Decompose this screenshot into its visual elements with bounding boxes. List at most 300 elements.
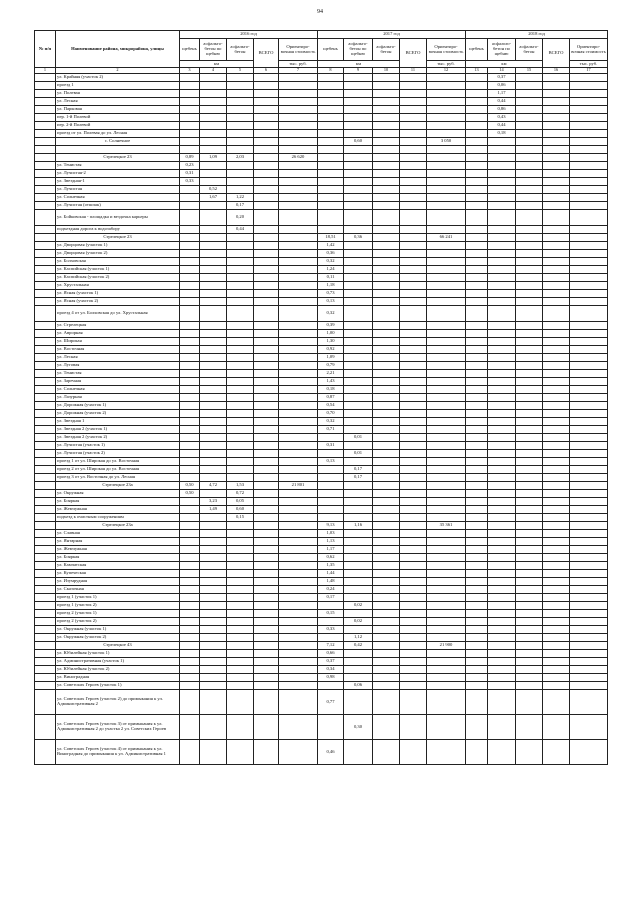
value-cell	[200, 146, 227, 154]
row-number-cell	[35, 618, 56, 626]
value-cell: 0,86	[488, 106, 516, 114]
value-cell	[516, 402, 543, 410]
value-cell	[180, 610, 200, 618]
value-cell	[570, 514, 608, 522]
value-cell	[400, 122, 427, 130]
value-cell	[200, 618, 227, 626]
value-cell	[318, 482, 344, 490]
value-cell	[570, 282, 608, 290]
value-cell	[279, 338, 318, 346]
row-number-cell	[35, 626, 56, 634]
value-cell	[466, 442, 488, 450]
value-cell	[200, 466, 227, 474]
street-name-cell: ул. Восточная	[56, 346, 180, 354]
value-cell	[279, 106, 318, 114]
value-cell	[200, 682, 227, 690]
value-cell	[516, 410, 543, 418]
value-cell	[427, 530, 466, 538]
value-cell	[344, 562, 373, 570]
value-cell: 0,44	[488, 98, 516, 106]
value-cell	[254, 666, 279, 674]
value-cell	[466, 250, 488, 258]
value-cell	[400, 562, 427, 570]
value-cell	[488, 402, 516, 410]
value-cell	[400, 482, 427, 490]
value-cell	[344, 514, 373, 522]
value-cell	[570, 106, 608, 114]
value-cell	[570, 658, 608, 666]
value-cell	[373, 666, 400, 674]
table-row	[35, 538, 608, 546]
value-cell	[427, 90, 466, 98]
table-row	[35, 106, 608, 114]
value-cell	[427, 290, 466, 298]
value-cell	[254, 410, 279, 418]
value-cell	[427, 434, 466, 442]
value-cell	[400, 178, 427, 186]
table-row	[35, 666, 608, 674]
value-cell	[254, 594, 279, 602]
value-cell	[488, 554, 516, 562]
table-row	[35, 202, 608, 210]
value-cell	[400, 418, 427, 426]
value-cell	[543, 514, 570, 522]
value-cell	[400, 618, 427, 626]
value-cell: 0,46	[318, 740, 344, 765]
value-cell	[254, 740, 279, 765]
header-sub: Ориентиро-вочная стоимость	[427, 39, 466, 61]
value-cell: 0,37	[488, 74, 516, 82]
value-cell	[466, 490, 488, 498]
value-cell	[227, 426, 254, 434]
value-cell	[427, 122, 466, 130]
value-cell	[427, 674, 466, 682]
value-cell	[516, 458, 543, 466]
page-number: 94	[317, 9, 323, 15]
row-number-cell	[35, 506, 56, 514]
value-cell	[488, 202, 516, 210]
value-cell	[344, 674, 373, 682]
value-cell	[427, 650, 466, 658]
value-cell	[427, 498, 466, 506]
value-cell	[373, 234, 400, 242]
value-cell	[373, 298, 400, 306]
value-cell	[400, 234, 427, 242]
table-row	[35, 210, 608, 226]
table-row	[35, 322, 608, 330]
value-cell	[488, 250, 516, 258]
value-cell: 0,18	[318, 386, 344, 394]
value-cell	[180, 434, 200, 442]
value-cell	[200, 378, 227, 386]
value-cell	[254, 210, 279, 226]
value-cell	[543, 106, 570, 114]
table-row	[35, 370, 608, 378]
value-cell	[427, 626, 466, 634]
value-cell	[227, 266, 254, 274]
value-cell	[400, 570, 427, 578]
value-cell	[373, 386, 400, 394]
value-cell	[427, 610, 466, 618]
value-cell	[318, 186, 344, 194]
street-name-cell: ул. Солнечная	[56, 386, 180, 394]
value-cell	[400, 306, 427, 322]
value-cell	[373, 74, 400, 82]
value-cell	[543, 210, 570, 226]
section-row	[35, 522, 608, 530]
value-cell	[427, 298, 466, 306]
value-cell	[466, 538, 488, 546]
value-cell	[318, 466, 344, 474]
row-number-cell	[35, 498, 56, 506]
value-cell	[570, 434, 608, 442]
value-cell	[254, 586, 279, 594]
value-cell	[227, 690, 254, 715]
row-number-cell	[35, 250, 56, 258]
value-cell	[180, 570, 200, 578]
value-cell	[227, 162, 254, 170]
value-cell	[488, 170, 516, 178]
value-cell	[344, 626, 373, 634]
value-cell	[400, 530, 427, 538]
street-name-cell: ул. Лазурная	[56, 394, 180, 402]
value-cell	[400, 282, 427, 290]
value-cell: 1,67	[200, 194, 227, 202]
value-cell	[570, 740, 608, 765]
row-number-cell	[35, 138, 56, 146]
value-cell	[227, 346, 254, 354]
value-cell: 0,31	[180, 170, 200, 178]
value-cell	[516, 106, 543, 114]
value-cell	[373, 322, 400, 330]
header-sub: ВСЕГО	[543, 39, 570, 68]
street-name-cell: ул. Славная	[56, 530, 180, 538]
street-name-cell: ул. Янтарная	[56, 538, 180, 546]
value-cell	[279, 666, 318, 674]
value-cell	[227, 658, 254, 666]
value-cell	[400, 626, 427, 634]
value-cell	[180, 250, 200, 258]
value-cell	[227, 138, 254, 146]
value-cell	[227, 386, 254, 394]
value-cell	[344, 130, 373, 138]
value-cell	[227, 434, 254, 442]
value-cell	[318, 130, 344, 138]
value-cell	[466, 82, 488, 90]
value-cell	[279, 178, 318, 186]
value-cell	[200, 114, 227, 122]
value-cell	[373, 570, 400, 578]
value-cell	[254, 658, 279, 666]
value-cell	[400, 98, 427, 106]
value-cell	[543, 682, 570, 690]
value-cell	[466, 330, 488, 338]
value-cell	[570, 162, 608, 170]
value-cell	[466, 586, 488, 594]
table-row	[35, 146, 608, 154]
value-cell	[466, 715, 488, 740]
value-cell	[279, 538, 318, 546]
value-cell	[373, 362, 400, 370]
value-cell	[373, 394, 400, 402]
table-row	[35, 474, 608, 482]
value-cell	[466, 146, 488, 154]
value-cell	[400, 386, 427, 394]
value-cell	[180, 82, 200, 90]
row-number-cell	[35, 418, 56, 426]
value-cell	[516, 330, 543, 338]
value-cell: 0,13	[318, 298, 344, 306]
value-cell	[466, 114, 488, 122]
value-cell	[200, 740, 227, 765]
value-cell	[200, 282, 227, 290]
value-cell	[400, 242, 427, 250]
value-cell	[254, 122, 279, 130]
value-cell	[543, 434, 570, 442]
table-row	[35, 570, 608, 578]
value-cell	[254, 258, 279, 266]
value-cell	[373, 170, 400, 178]
table-row	[35, 554, 608, 562]
value-cell	[373, 402, 400, 410]
value-cell	[543, 578, 570, 586]
value-cell: 0,66	[318, 650, 344, 658]
value-cell: 1,24	[318, 266, 344, 274]
street-name-cell: ул. Лучистая-2	[56, 170, 180, 178]
value-cell	[543, 466, 570, 474]
value-cell	[254, 98, 279, 106]
street-name-cell: проезд 2 (участок 2)	[56, 618, 180, 626]
value-cell	[180, 90, 200, 98]
value-cell	[279, 740, 318, 765]
value-cell	[516, 338, 543, 346]
value-cell	[254, 114, 279, 122]
value-cell	[516, 610, 543, 618]
street-name-cell: ул. Советских Героев (участок 3) от примыкания к ул. Административная 2 до участка 2 ул. Советских Героев	[56, 715, 180, 740]
value-cell	[227, 274, 254, 282]
row-number-cell	[35, 170, 56, 178]
street-name-cell: ул. Юбилейная (участок 1)	[56, 650, 180, 658]
value-cell	[279, 82, 318, 90]
table-row	[35, 618, 608, 626]
value-cell	[279, 258, 318, 266]
value-cell	[427, 410, 466, 418]
value-cell	[516, 602, 543, 610]
value-cell	[318, 90, 344, 98]
value-cell	[279, 242, 318, 250]
value-cell	[543, 498, 570, 506]
value-cell	[279, 98, 318, 106]
value-cell	[466, 546, 488, 554]
value-cell	[279, 426, 318, 434]
row-number-cell	[35, 466, 56, 474]
value-cell	[427, 442, 466, 450]
value-cell	[488, 522, 516, 530]
value-cell	[516, 306, 543, 322]
table-row	[35, 410, 608, 418]
row-number-cell	[35, 258, 56, 266]
table-row	[35, 378, 608, 386]
header-sub: щебень	[318, 39, 344, 61]
value-cell	[427, 690, 466, 715]
value-cell	[516, 146, 543, 154]
value-cell	[400, 138, 427, 146]
value-cell: 1,00	[318, 330, 344, 338]
value-cell	[570, 170, 608, 178]
value-cell	[570, 386, 608, 394]
table-body	[35, 74, 608, 765]
value-cell	[427, 394, 466, 402]
value-cell	[344, 210, 373, 226]
column-number: 4	[200, 68, 227, 74]
value-cell	[427, 242, 466, 250]
value-cell	[227, 394, 254, 402]
value-cell	[488, 266, 516, 274]
value-cell	[543, 715, 570, 740]
value-cell	[400, 474, 427, 482]
table-row	[35, 82, 608, 90]
street-name-cell: ул. Тенистая	[56, 370, 180, 378]
value-cell	[488, 546, 516, 554]
value-cell	[570, 498, 608, 506]
value-cell	[254, 162, 279, 170]
value-cell	[373, 674, 400, 682]
value-cell	[227, 402, 254, 410]
value-cell	[488, 186, 516, 194]
value-cell	[254, 386, 279, 394]
value-cell	[180, 194, 200, 202]
row-number-cell	[35, 194, 56, 202]
value-cell	[570, 418, 608, 426]
value-cell	[427, 426, 466, 434]
value-cell	[427, 282, 466, 290]
value-cell	[543, 562, 570, 570]
value-cell	[466, 458, 488, 466]
value-cell	[279, 554, 318, 562]
column-number: 12	[427, 68, 466, 74]
value-cell	[516, 530, 543, 538]
value-cell	[227, 410, 254, 418]
value-cell	[180, 146, 200, 154]
value-cell	[180, 650, 200, 658]
header-sub: Ориентиро-вочная стоимость	[279, 39, 318, 61]
value-cell	[400, 715, 427, 740]
row-number-cell	[35, 602, 56, 610]
value-cell	[373, 274, 400, 282]
value-cell	[180, 522, 200, 530]
street-name-cell: ул. Полевая	[56, 90, 180, 98]
value-cell	[254, 290, 279, 298]
value-cell	[570, 554, 608, 562]
value-cell	[254, 202, 279, 210]
value-cell	[373, 138, 400, 146]
table-row	[35, 338, 608, 346]
value-cell	[488, 306, 516, 322]
value-cell	[466, 162, 488, 170]
value-cell	[200, 130, 227, 138]
value-cell	[488, 138, 516, 146]
value-cell: 0,31	[318, 442, 344, 450]
value-cell	[570, 690, 608, 715]
value-cell	[373, 98, 400, 106]
value-cell	[200, 402, 227, 410]
value-cell	[427, 226, 466, 234]
value-cell	[488, 498, 516, 506]
value-cell	[254, 715, 279, 740]
value-cell	[488, 330, 516, 338]
value-cell	[227, 378, 254, 386]
value-cell	[344, 394, 373, 402]
value-cell	[466, 570, 488, 578]
value-cell	[543, 538, 570, 546]
value-cell	[400, 514, 427, 522]
value-cell	[427, 370, 466, 378]
value-cell	[466, 106, 488, 114]
row-number-cell	[35, 546, 56, 554]
value-cell	[279, 90, 318, 98]
table-row	[35, 690, 608, 715]
table-row	[35, 715, 608, 740]
value-cell	[344, 122, 373, 130]
value-cell	[373, 122, 400, 130]
value-cell	[570, 186, 608, 194]
street-name-cell: ул. Советских Героев (участок 1)	[56, 682, 180, 690]
value-cell	[254, 514, 279, 522]
value-cell	[344, 418, 373, 426]
row-number-cell	[35, 322, 56, 330]
value-cell	[516, 450, 543, 458]
value-cell	[200, 522, 227, 530]
value-cell	[466, 642, 488, 650]
value-cell	[373, 338, 400, 346]
value-cell: 2,21	[318, 370, 344, 378]
value-cell	[570, 450, 608, 458]
table-row	[35, 450, 608, 458]
value-cell	[543, 362, 570, 370]
value-cell	[570, 410, 608, 418]
value-cell: 0,33	[318, 626, 344, 634]
value-cell	[279, 146, 318, 154]
table-row	[35, 674, 608, 682]
value-cell	[344, 338, 373, 346]
value-cell	[318, 114, 344, 122]
value-cell	[373, 514, 400, 522]
value-cell	[180, 466, 200, 474]
value-cell	[318, 98, 344, 106]
value-cell	[254, 642, 279, 650]
street-name-cell: ул. Дворцовая (участок 2)	[56, 250, 180, 258]
value-cell	[373, 146, 400, 154]
value-cell	[254, 506, 279, 514]
value-cell: 2,03	[227, 154, 254, 162]
value-cell	[466, 354, 488, 362]
value-cell	[488, 658, 516, 666]
value-cell: 1,35	[318, 562, 344, 570]
row-number-cell	[35, 690, 56, 715]
table-row	[35, 178, 608, 186]
value-cell	[400, 146, 427, 154]
value-cell	[200, 122, 227, 130]
value-cell	[344, 226, 373, 234]
value-cell	[318, 154, 344, 162]
value-cell	[279, 274, 318, 282]
value-cell: 1,22	[227, 194, 254, 202]
table-row	[35, 330, 608, 338]
value-cell	[344, 74, 373, 82]
value-cell	[516, 594, 543, 602]
value-cell	[180, 418, 200, 426]
value-cell	[227, 642, 254, 650]
